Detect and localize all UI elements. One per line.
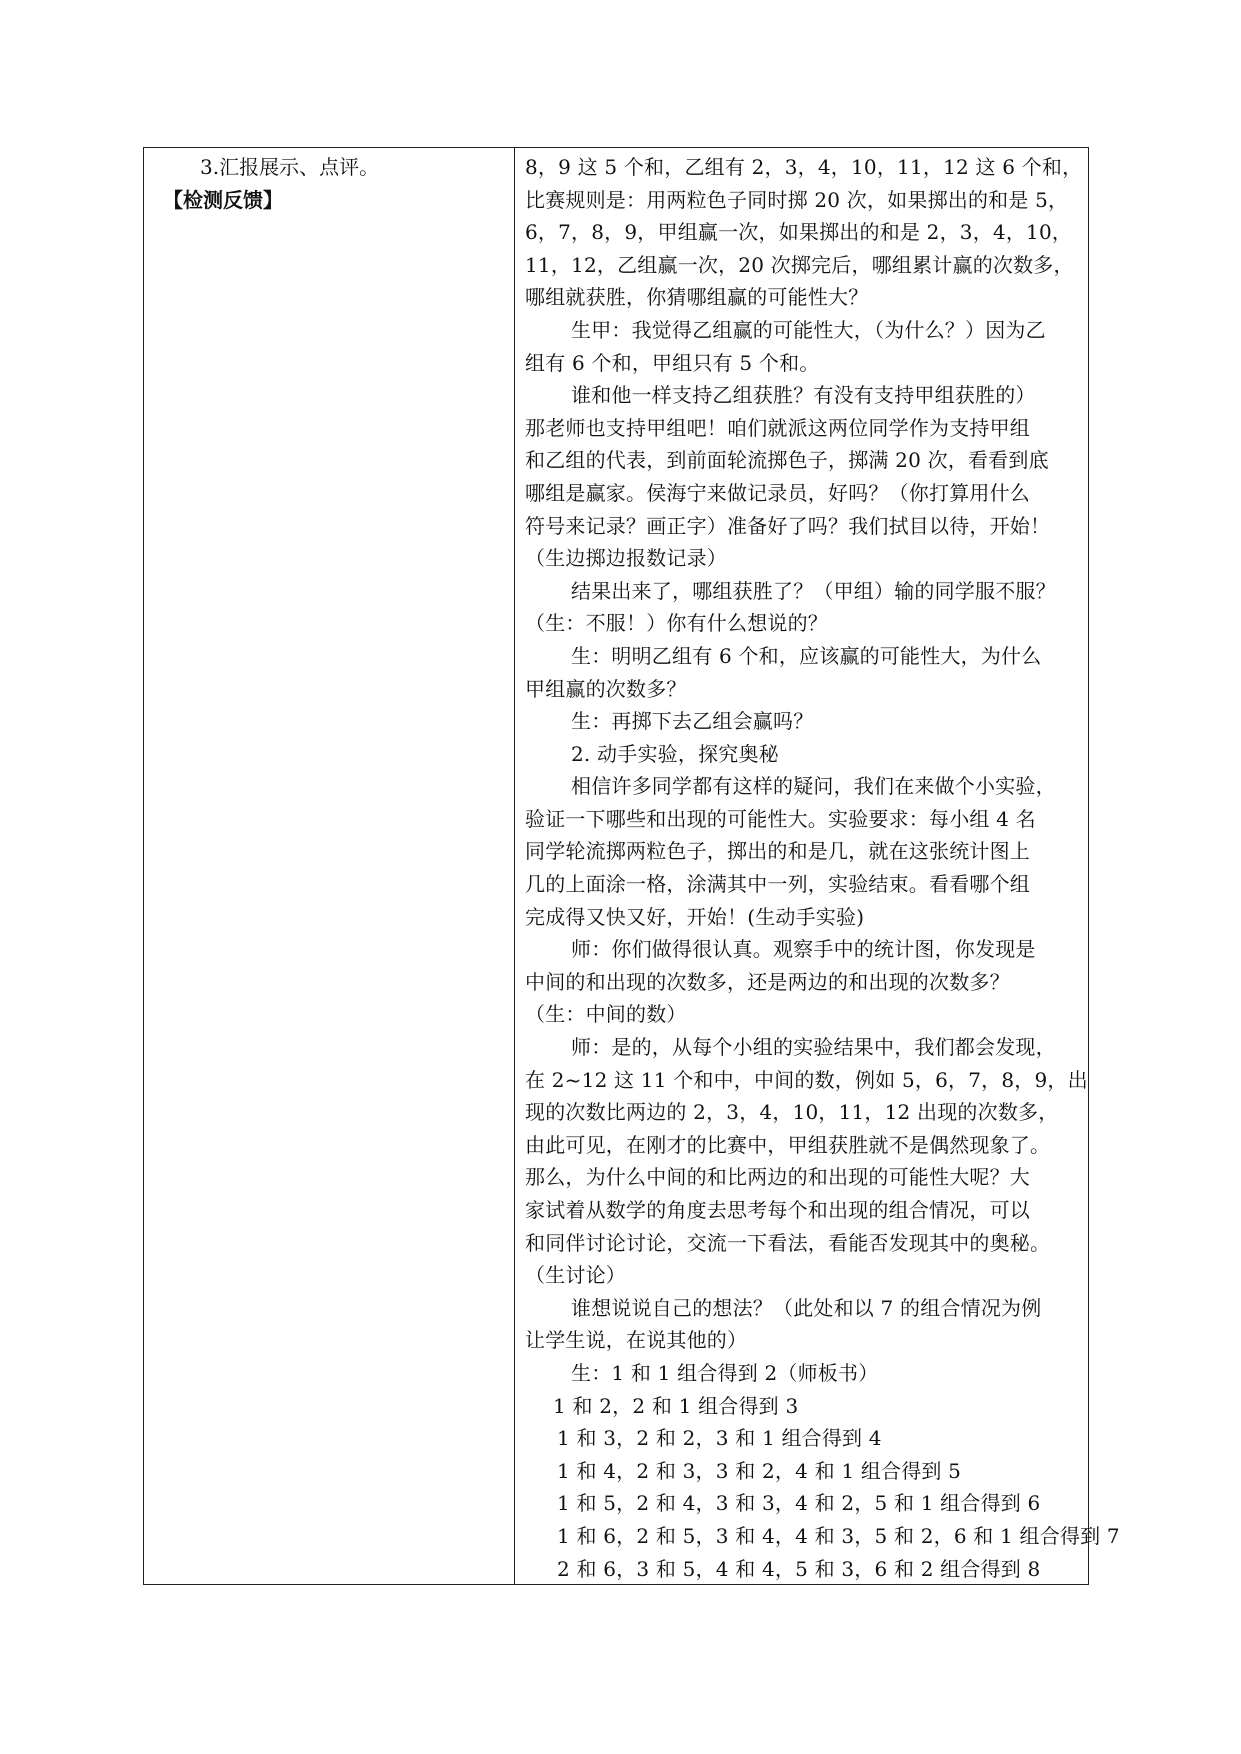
text-line: 在 2~12 这 11 个和中，中间的数，例如 5，6，7，8，9，出 [525, 1067, 1088, 1092]
text-line: 那么，为什么中间的和比两边的和出现的可能性大呢？大 [525, 1165, 1030, 1190]
text-line: 生甲：我觉得乙组赢的可能性大，（为什么？）因为乙 [571, 317, 1046, 342]
section-heading: 【检测反馈】 [163, 188, 283, 212]
text-line: 家试着从数学的角度去思考每个和出现的组合情况，可以 [525, 1198, 1030, 1222]
text-line: 1 和 5，2 和 4，3 和 3，4 和 2，5 和 1 组合得到 6 [557, 1491, 1041, 1516]
text-line: 2. 动手实验，探究奥秘 [571, 741, 779, 766]
text-line: （生：不服！）你有什么想说的？ [525, 611, 828, 636]
text-line: 6，7，8，9，甲组赢一次，如果掷出的和是 2，3，4，10， [525, 220, 1073, 245]
text-line: 中间的和出现的次数多，还是两边的和出现的次数多？ [525, 969, 1010, 994]
text-line: 和同伴讨论讨论，交流一下看法，看能否发现其中的奥秘。 [525, 1230, 1051, 1255]
column-divider [514, 148, 515, 1584]
text-line: 和乙组的代表，到前面轮流掷色子，掷满 20 次，看看到底 [525, 448, 1049, 473]
text-line: 验证一下哪些和出现的可能性大。实验要求：每小组 4 名 [525, 806, 1036, 831]
text-line: 让学生说，在说其他的） [525, 1328, 748, 1353]
text-line: （生边掷边报数记录） [525, 546, 727, 571]
text-line: 2 和 6，3 和 5，4 和 4，5 和 3，6 和 2 组合得到 8 [557, 1556, 1041, 1581]
text-line: 结果出来了，哪组获胜了？（甲组）输的同学服不服？ [571, 578, 1056, 603]
text-line: 甲组赢的次数多？ [525, 676, 687, 701]
text-line: 11，12，乙组赢一次，20 次掷完后，哪组累计赢的次数多， [525, 252, 1074, 277]
section-item: 3.汇报展示、点评。 [200, 155, 380, 179]
text-line: 师：你们做得很认真。观察手中的统计图，你发现是 [571, 937, 1036, 962]
text-line: 师：是的，从每个小组的实验结果中，我们都会发现， [571, 1035, 1056, 1060]
text-line: 组有 6 个和，甲组只有 5 个和。 [525, 350, 820, 375]
text-line: 符号来记录？画正字）准备好了吗？我们拭目以待，开始！ [525, 513, 1051, 538]
lesson-table [143, 147, 1120, 1585]
text-line: 8，9 这 5 个和，乙组有 2，3，4，10，11，12 这 6 个和， [525, 155, 1083, 179]
text-line: 那老师也支持甲组吧！咱们就派这两位同学作为支持甲组 [525, 415, 1030, 440]
text-line: 生：明明乙组有 6 个和，应该赢的可能性大，为什么 [571, 643, 1042, 668]
text-line: 生：1 和 1 组合得到 2（师板书） [571, 1360, 879, 1385]
text-line: 1 和 4，2 和 3，3 和 2，4 和 1 组合得到 5 [557, 1458, 962, 1483]
text-line: 1 和 2，2 和 1 组合得到 3 [553, 1393, 799, 1418]
text-line: 比赛规则是：用两粒色子同时掷 20 次，如果掷出的和是 5， [525, 187, 1069, 212]
text-line: 相信许多同学都有这样的疑问，我们在来做个小实验， [571, 774, 1056, 799]
text-line: （生：中间的数） [525, 1002, 687, 1027]
text-line: 哪组是赢家。侯海宁来做记录员，好吗？（你打算用什么 [525, 480, 1030, 505]
text-line: 谁想说说自己的想法？（此处和以 7 的组合情况为例 [571, 1295, 1042, 1320]
text-line: 1 和 6，2 和 5，3 和 4，4 和 3，5 和 2，6 和 1 组合得到 7 [557, 1523, 1120, 1548]
text-line: 完成得又快又好，开始！(生动手实验) [525, 904, 865, 929]
text-line: 生：再掷下去乙组会赢吗？ [571, 709, 814, 734]
text-line: 哪组就获胜，你猜哪组赢的可能性大？ [525, 285, 869, 310]
text-line: 现的次数比两边的 2，3，4，10，11，12 出现的次数多， [525, 1100, 1059, 1125]
text-line: 谁和他一样支持乙组获胜？有没有支持甲组获胜的） [571, 383, 1036, 408]
right-column [525, 151, 1120, 1585]
text-line: 几的上面涂一格，涂满其中一列，实验结束。看看哪个组 [525, 872, 1030, 897]
text-line: 同学轮流掷两粒色子，掷出的和是几，就在这张统计图上 [525, 839, 1030, 864]
text-line: 1 和 3，2 和 2，3 和 1 组合得到 4 [557, 1426, 882, 1451]
text-line: 由此可见，在刚才的比赛中，甲组获胜就不是偶然现象了。 [525, 1132, 1051, 1157]
text-line: （生讨论） [525, 1263, 626, 1288]
